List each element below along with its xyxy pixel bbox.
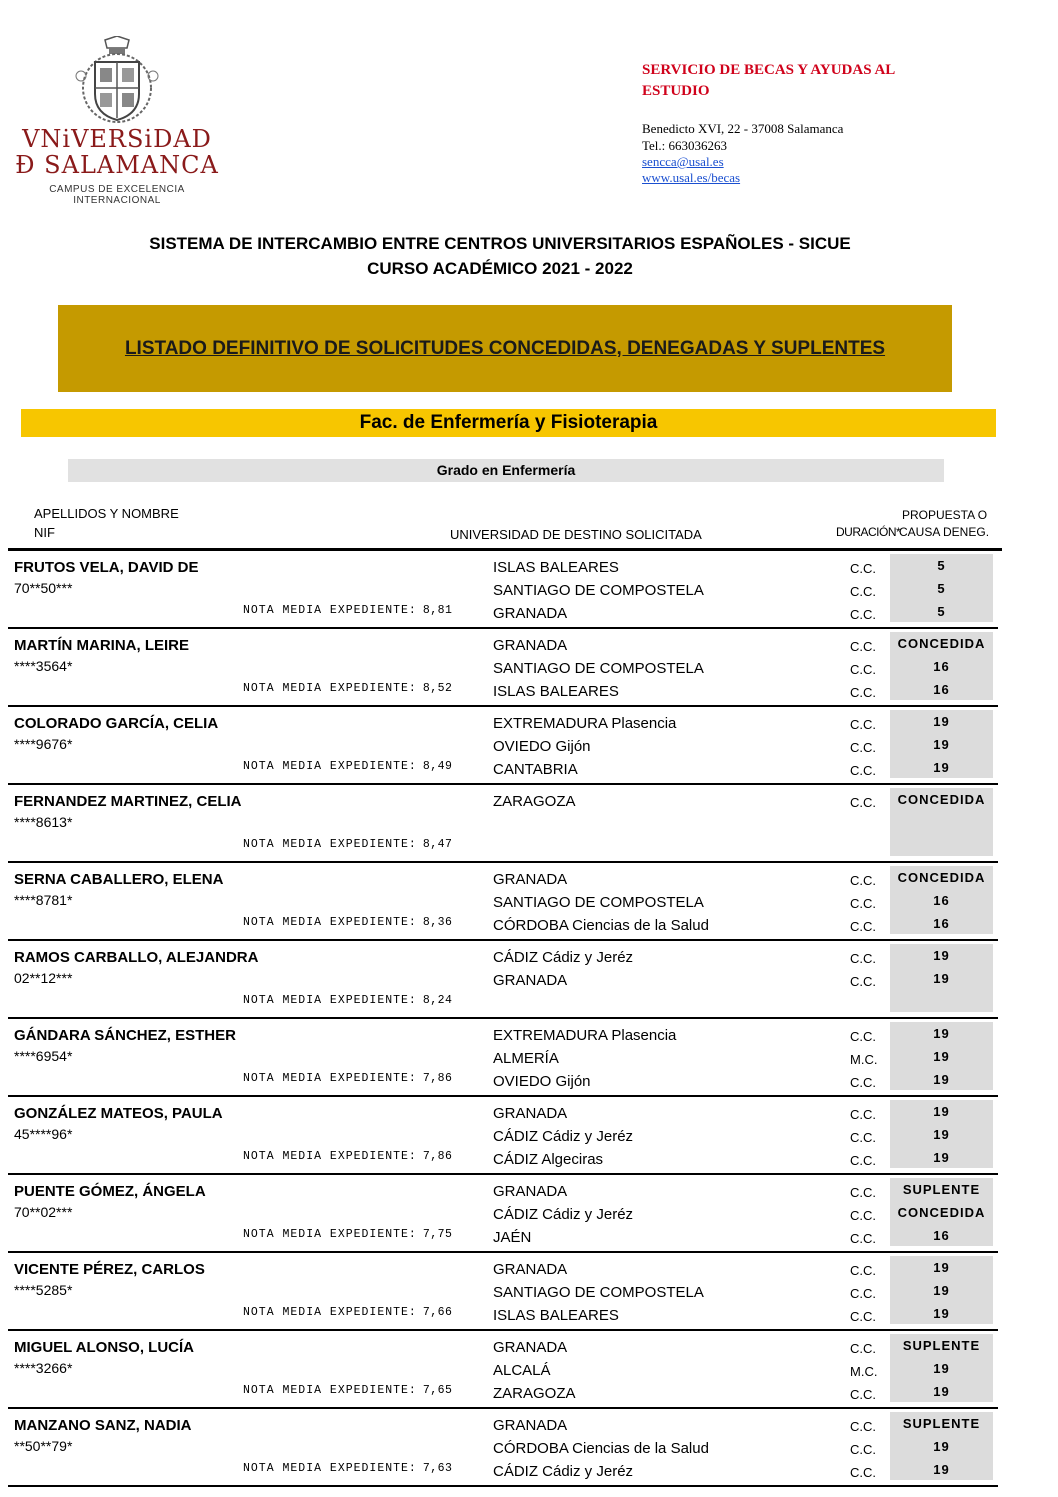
- durations: [850, 791, 876, 814]
- destination-duration: C.C.: [850, 685, 876, 700]
- destination-universities: [493, 790, 576, 813]
- proposal-results: [890, 1256, 993, 1324]
- applicant-name: GÁNDARA SÁNCHEZ, ESTHER: [14, 1027, 236, 1044]
- average-grade: [243, 604, 452, 617]
- service-email-link[interactable]: sencca@usal.es: [642, 154, 724, 169]
- applicant-nif: ****3564*: [14, 658, 73, 674]
- proposal-results: [890, 788, 993, 856]
- destination-result: 16: [933, 893, 950, 908]
- destination-result: 19: [933, 1026, 950, 1041]
- destination-result: 19: [933, 1104, 950, 1119]
- applicant-name: FRUTOS VELA, DAVID DE: [14, 559, 199, 576]
- destination-result: 19: [933, 1283, 950, 1298]
- destination-university: CÁDIZ Algeciras: [493, 1151, 604, 1168]
- destination-result: CONCEDIDA: [897, 636, 986, 651]
- average-grade-label: NOTA MEDIA EXPEDIENTE:: [243, 1228, 417, 1241]
- destination-result: 19: [933, 1361, 950, 1376]
- destination-university: GRANADA: [493, 637, 568, 654]
- destination-duration: C.C.: [850, 1263, 876, 1278]
- destination-result: CONCEDIDA: [897, 792, 986, 807]
- destination-universities: [493, 1024, 676, 1093]
- destination-duration: C.C.: [850, 639, 876, 654]
- durations: [850, 557, 876, 626]
- average-grade-label: NOTA MEDIA EXPEDIENTE:: [243, 1072, 417, 1085]
- average-grade-label: NOTA MEDIA EXPEDIENTE:: [243, 838, 417, 851]
- destination-result: 16: [933, 916, 950, 931]
- destination-result: SUPLENTE: [902, 1416, 981, 1431]
- proposal-results: [890, 944, 993, 1012]
- destination-result: 19: [933, 1049, 950, 1064]
- average-grade-value: 7,63: [422, 1462, 453, 1475]
- destination-university: SANTIAGO DE COMPOSTELA: [493, 582, 704, 599]
- destination-university: OVIEDO Gijón: [493, 1073, 591, 1090]
- destination-university: ZARAGOZA: [493, 1385, 576, 1402]
- destination-universities: [493, 634, 704, 703]
- header-proposal-line2: CAUSA DENEG.: [899, 525, 990, 539]
- destination-result: CONCEDIDA: [897, 1205, 986, 1220]
- durations: [850, 1103, 876, 1172]
- average-grade-label: NOTA MEDIA EXPEDIENTE:: [243, 1306, 417, 1319]
- degree-header: Grado en Enfermería: [68, 459, 944, 482]
- average-grade: [243, 994, 452, 1007]
- destination-university: GRANADA: [493, 605, 568, 622]
- destination-duration: C.C.: [850, 1442, 876, 1457]
- destination-result: CONCEDIDA: [897, 870, 986, 885]
- destination-duration: C.C.: [850, 584, 876, 599]
- destination-university: CÁDIZ Cádiz y Jeréz: [493, 1128, 634, 1145]
- logo-text-line2: Ð SALAMANCA: [15, 151, 219, 179]
- applicant-name: VICENTE PÉREZ, CARLOS: [14, 1261, 205, 1278]
- destination-result: 19: [933, 1072, 950, 1087]
- destination-result: 19: [933, 737, 950, 752]
- applicant-name: SERNA CABALLERO, ELENA: [14, 871, 224, 888]
- destination-university: CÁDIZ Cádiz y Jeréz: [493, 1463, 634, 1480]
- destination-result: 19: [933, 1462, 950, 1477]
- applicant-nif: 70**02***: [14, 1204, 73, 1220]
- destination-duration: C.C.: [850, 1286, 876, 1301]
- average-grade-value: 7,66: [422, 1306, 453, 1319]
- destination-result: SUPLENTE: [902, 1338, 981, 1353]
- header-duration: DURACIÓN*: [836, 525, 901, 539]
- destination-duration: M.C.: [850, 1052, 878, 1067]
- destination-university: SANTIAGO DE COMPOSTELA: [493, 660, 704, 677]
- durations: [850, 869, 876, 938]
- average-grade-value: 8,24: [422, 994, 453, 1007]
- service-contact-block: [642, 60, 972, 186]
- destination-result: 19: [933, 1127, 950, 1142]
- service-title-line1: SERVICIO DE BECAS Y AYUDAS AL: [642, 62, 896, 78]
- average-grade: [243, 916, 452, 929]
- destination-university: ISLAS BALEARES: [493, 683, 619, 700]
- destination-duration: C.C.: [850, 1029, 876, 1044]
- average-grade: [243, 1384, 452, 1397]
- average-grade-value: 8,47: [422, 838, 453, 851]
- destination-duration: M.C.: [850, 1364, 878, 1379]
- table-row: [8, 1175, 998, 1253]
- logo-text-line1: VNiVERSiDAD: [22, 125, 212, 153]
- proposal-results: [890, 1412, 993, 1480]
- destination-result: 5: [937, 581, 946, 596]
- applicant-nif: **50**79*: [14, 1438, 73, 1454]
- header-nif: NIF: [34, 525, 55, 540]
- table-row: [8, 941, 998, 1019]
- average-grade-label: NOTA MEDIA EXPEDIENTE:: [243, 682, 417, 695]
- destination-universities: [493, 868, 709, 937]
- table-row: [8, 551, 998, 629]
- table-row: [8, 1331, 998, 1409]
- destination-universities: [493, 712, 676, 781]
- destination-university: ZARAGOZA: [493, 793, 576, 810]
- table-row: [8, 785, 998, 863]
- average-grade-value: 7,86: [422, 1072, 453, 1085]
- destination-duration: C.C.: [850, 896, 876, 911]
- applicant-nif: ****5285*: [14, 1282, 73, 1298]
- academic-year-title: CURSO ACADÉMICO 2021 - 2022: [367, 259, 633, 278]
- average-grade: [243, 760, 452, 773]
- university-logo: [12, 36, 222, 206]
- applicant-nif: ****6954*: [14, 1048, 73, 1064]
- destination-result: 19: [933, 714, 950, 729]
- applications-table: [0, 551, 1058, 1487]
- destination-universities: [493, 1258, 704, 1327]
- service-web-link[interactable]: www.usal.es/becas: [642, 170, 741, 185]
- destination-duration: C.C.: [850, 607, 876, 622]
- destination-university: GRANADA: [493, 1183, 568, 1200]
- destination-duration: C.C.: [850, 1309, 876, 1324]
- destination-result: 5: [937, 604, 946, 619]
- destination-university: OVIEDO Gijón: [493, 738, 591, 755]
- applicant-name: COLORADO GARCÍA, CELIA: [14, 715, 219, 732]
- average-grade: [243, 838, 452, 851]
- destination-result: 19: [933, 948, 950, 963]
- service-phone: Tel.: 663036263: [642, 138, 728, 153]
- destination-duration: C.C.: [850, 1185, 876, 1200]
- destination-university: EXTREMADURA Plasencia: [493, 715, 677, 732]
- header-name: APELLIDOS Y NOMBRE: [34, 506, 179, 521]
- destination-result: 19: [933, 971, 950, 986]
- destination-universities: [493, 1180, 633, 1249]
- faculty-header: Fac. de Enfermería y Fisioterapia: [21, 409, 996, 437]
- destination-result: 19: [933, 1306, 950, 1321]
- average-grade-label: NOTA MEDIA EXPEDIENTE:: [243, 1150, 417, 1163]
- proposal-results: [890, 1100, 993, 1168]
- header-university: UNIVERSIDAD DE DESTINO SOLICITADA: [450, 527, 702, 542]
- destination-university: CÓRDOBA Ciencias de la Salud: [493, 917, 709, 934]
- applicant-name: MIGUEL ALONSO, LUCÍA: [14, 1339, 194, 1356]
- average-grade-value: 7,65: [422, 1384, 453, 1397]
- listing-banner: [58, 305, 952, 392]
- destination-university: GRANADA: [493, 1105, 568, 1122]
- applicant-nif: 45****96*: [14, 1126, 73, 1142]
- destination-duration: C.C.: [850, 740, 876, 755]
- table-row: [8, 1097, 998, 1175]
- average-grade: [243, 1072, 452, 1085]
- durations: [850, 1025, 877, 1094]
- destination-university: CÁDIZ Cádiz y Jeréz: [493, 1206, 634, 1223]
- average-grade-label: NOTA MEDIA EXPEDIENTE:: [243, 1384, 417, 1397]
- average-grade-label: NOTA MEDIA EXPEDIENTE:: [243, 916, 417, 929]
- destination-duration: C.C.: [850, 974, 876, 989]
- average-grade-label: NOTA MEDIA EXPEDIENTE:: [243, 604, 417, 617]
- destination-university: GRANADA: [493, 972, 568, 989]
- average-grade-value: 8,81: [422, 604, 453, 617]
- average-grade: [243, 1462, 452, 1475]
- average-grade: [243, 1228, 452, 1241]
- destination-duration: C.C.: [850, 662, 876, 677]
- destination-university: SANTIAGO DE COMPOSTELA: [493, 894, 704, 911]
- destination-duration: C.C.: [850, 795, 876, 810]
- proposal-results: [890, 866, 993, 934]
- destination-duration: C.C.: [850, 1130, 876, 1145]
- table-row: [8, 1409, 998, 1487]
- applicant-nif: 02**12***: [14, 970, 73, 986]
- destination-universities: [493, 1336, 576, 1405]
- destination-university: CÁDIZ Cádiz y Jeréz: [493, 949, 634, 966]
- destination-duration: C.C.: [850, 717, 876, 732]
- destination-duration: C.C.: [850, 1465, 876, 1480]
- destination-university: CÓRDOBA Ciencias de la Salud: [493, 1440, 709, 1457]
- durations: [850, 1415, 876, 1484]
- destination-result: 16: [933, 1228, 950, 1243]
- destination-result: 5: [937, 558, 946, 573]
- durations: [850, 1337, 877, 1406]
- destination-university: ISLAS BALEARES: [493, 1307, 619, 1324]
- listing-banner-text: LISTADO DEFINITIVO DE SOLICITUDES CONCEDIDAS, DENEGADAS Y SUPLENTES: [124, 337, 886, 359]
- destination-result: 19: [933, 1260, 950, 1275]
- table-row: [8, 1019, 998, 1097]
- average-grade-value: 7,75: [422, 1228, 453, 1241]
- destination-result: 19: [933, 1439, 950, 1454]
- durations: [850, 635, 876, 704]
- destination-duration: C.C.: [850, 1075, 876, 1090]
- logo-tagline: CAMPUS DE EXCELENCIA INTERNACIONAL: [49, 184, 185, 206]
- table-row: [8, 707, 998, 785]
- destination-university: ALCALÁ: [493, 1362, 551, 1379]
- destination-university: ISLAS BALEARES: [493, 559, 619, 576]
- applicant-nif: ****8613*: [14, 814, 73, 830]
- average-grade-label: NOTA MEDIA EXPEDIENTE:: [243, 994, 417, 1007]
- destination-duration: C.C.: [850, 561, 876, 576]
- applicant-name: MARTÍN MARINA, LEIRE: [14, 637, 189, 654]
- applicant-name: PUENTE GÓMEZ, ÁNGELA: [14, 1183, 206, 1200]
- destination-university: GRANADA: [493, 1417, 568, 1434]
- applicant-name: RAMOS CARBALLO, ALEJANDRA: [14, 949, 259, 966]
- destination-result: 19: [933, 760, 950, 775]
- destination-duration: C.C.: [850, 1153, 876, 1168]
- average-grade-value: 8,49: [422, 760, 453, 773]
- proposal-results: [890, 1178, 993, 1246]
- destination-university: GRANADA: [493, 1261, 568, 1278]
- destination-duration: C.C.: [850, 1107, 876, 1122]
- applicant-nif: ****9676*: [14, 736, 73, 752]
- average-grade-label: NOTA MEDIA EXPEDIENTE:: [243, 1462, 417, 1475]
- table-row: [8, 1253, 998, 1331]
- destination-universities: [493, 556, 704, 625]
- table-row: [8, 629, 998, 707]
- applicant-nif: ****8781*: [14, 892, 73, 908]
- header-proposal-line1: PROPUESTA O: [902, 508, 988, 522]
- average-grade: [243, 682, 452, 695]
- destination-university: GRANADA: [493, 1339, 568, 1356]
- proposal-results: [890, 1022, 993, 1090]
- destination-result: SUPLENTE: [902, 1182, 981, 1197]
- average-grade-value: 7,86: [422, 1150, 453, 1163]
- average-grade-value: 8,36: [422, 916, 453, 929]
- service-title-line2: ESTUDIO: [642, 83, 710, 99]
- destination-universities: [493, 1102, 633, 1171]
- proposal-results: [890, 1334, 993, 1402]
- destination-universities: [493, 1414, 709, 1483]
- destination-university: EXTREMADURA Plasencia: [493, 1027, 677, 1044]
- durations: [850, 713, 876, 782]
- destination-university: SANTIAGO DE COMPOSTELA: [493, 1284, 704, 1301]
- durations: [850, 1259, 876, 1328]
- destination-result: 19: [933, 1150, 950, 1165]
- destination-result: 19: [933, 1384, 950, 1399]
- applicant-nif: ****3266*: [14, 1360, 73, 1376]
- destination-duration: C.C.: [850, 763, 876, 778]
- destination-duration: C.C.: [850, 873, 876, 888]
- proposal-results: [890, 632, 993, 700]
- durations: [850, 947, 876, 993]
- applicant-name: MANZANO SANZ, NADIA: [14, 1417, 192, 1434]
- destination-duration: C.C.: [850, 1208, 876, 1223]
- destination-university: CANTABRIA: [493, 761, 578, 778]
- proposal-results: [890, 710, 993, 778]
- destination-duration: C.C.: [850, 919, 876, 934]
- destination-duration: C.C.: [850, 1419, 876, 1434]
- destination-result: 16: [933, 682, 950, 697]
- destination-university: GRANADA: [493, 871, 568, 888]
- applicant-name: GONZÁLEZ MATEOS, PAULA: [14, 1105, 223, 1122]
- average-grade-label: NOTA MEDIA EXPEDIENTE:: [243, 760, 417, 773]
- destination-universities: [493, 946, 633, 992]
- destination-university: JAÉN: [493, 1229, 532, 1246]
- destination-duration: C.C.: [850, 1231, 876, 1246]
- destination-duration: C.C.: [850, 1341, 876, 1356]
- destination-university: ALMERÍA: [493, 1050, 559, 1067]
- applicant-name: FERNANDEZ MARTINEZ, CELIA: [14, 793, 242, 810]
- destination-duration: C.C.: [850, 951, 876, 966]
- proposal-results: [890, 554, 993, 622]
- durations: [850, 1181, 876, 1250]
- destination-duration: C.C.: [850, 1387, 876, 1402]
- average-grade: [243, 1306, 452, 1319]
- table-row: [8, 863, 998, 941]
- average-grade-value: 8,52: [422, 682, 453, 695]
- university-crest-icon: [71, 36, 163, 124]
- average-grade: [243, 1150, 452, 1163]
- document-title: SISTEMA DE INTERCAMBIO ENTRE CENTROS UNIVERSITARIOS ESPAÑOLES - SICUE: [149, 234, 851, 253]
- applicant-nif: 70**50***: [14, 580, 73, 596]
- destination-result: 16: [933, 659, 950, 674]
- service-address: Benedicto XVI, 22 - 37008 Salamanca: [642, 121, 844, 136]
